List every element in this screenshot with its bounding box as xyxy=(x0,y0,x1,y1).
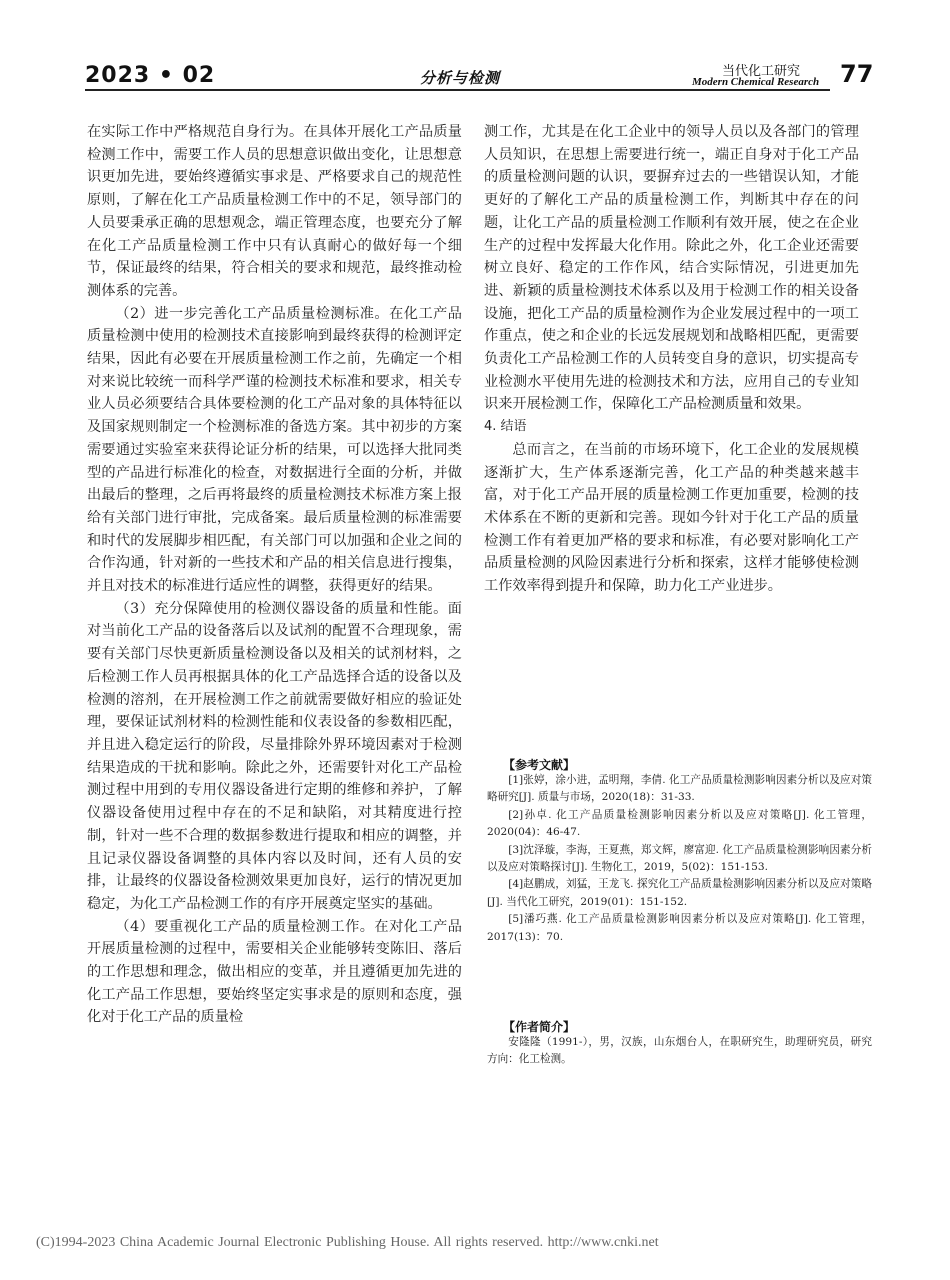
author-bio xyxy=(487,1034,872,1069)
paragraph: （2）进一步完善化工产品质量检测标准。在化工产品质量检测中使用的检测技术直接影响到最终获得的检测评定结果，因此有必要在开展质量检测工作之前，先确定一个相对来说比较统一而科学严谨的检测技术标准和要求，相关专业人员必须要结合具体要检测的化工产品对象的具体特征以及国家规则制定一个检测标准的备选方案。其中初步的方案需要通过实验室来获得论证分析的结果，可以选择大批同类型的产品进行标准化的检查，对数据进行全面的分析，并做出最后的整理，之后再将最终的质量检测技术标准方案上报给有关部门进行审批，完成备案。最后质量检测的标准需要和时代的发展脚步相匹配，有关部门可以加强和企业之间的合作沟通，针对新的一些技术和产品的相关信息进行搜集，并且对技术的标准进行适应性的调整，获得更好的结果。 xyxy=(87,305,462,595)
header-rule xyxy=(85,89,830,91)
reference-item: [4]赵鹏成，刘猛，王龙飞. 探究化工产品质量检测影响因素分析以及应对策略[J]. 当代化工研究，2019(01)：151-152. xyxy=(487,878,872,908)
paragraph: 在实际工作中严格规范自身行为。在具体开展化工产品质量检测工作中，需要工作人员的思想意识做出变化，让思想意识更加先进，要始终遵循实事求是、严格要求自己的规范性原则，了解在化工产品质量检测工作中的不足，领导部门的人员要秉承正确的思想观念，端正管理态度，也要充分了解在化工产品质量检测工作中只有认真耐心的做好每一个细节，保证最终的结果，符合相关的要求和规范，最终推动检测体系的完善。 xyxy=(87,124,462,299)
references-list xyxy=(487,772,872,946)
left-column xyxy=(87,121,462,1029)
paragraph: 测工作，尤其是在化工企业中的领导人员以及各部门的管理人员知识，在思想上需要进行统一，端正自身对于化工产品的质量检测问题的认识，要摒弃过去的一些错误认知，才能更好的了解化工产品的质量检测工作，判断其中存在的问题，让化工产品的质量检测工作顺利有效开展，使之在企业生产的过程中发挥最大化作用。除此之外，化工企业还需要树立良好、稳定的工作作风，结合实际情况，引进更加先进、新颖的质量检测技术体系以及用于检测工作的相关设备设施，把化工产品的质量检测作为企业发展过程中的一项工作重点，使之和企业的长远发展规划和战略相匹配，更需要负责化工产品检测工作的人员转变自身的意识，切实提高专业检测水平使用先进的检测技术和方法，应用自己的专业知识来开展检测工作，保障化工产品检测质量和效果。 xyxy=(484,124,859,413)
journal-title-cn: 当代化工研究 xyxy=(722,64,801,79)
reference-item: [1]张婷，涂小进，孟明翔，李倩. 化工产品质量检测影响因素分析以及应对策略研究[J]. 质量与市场，2020(18)：31-33. xyxy=(487,774,872,804)
section-label: 分析与检测 xyxy=(420,69,501,87)
paragraph: 总而言之，在当前的市场环境下，化工企业的发展规模逐渐扩大，生产体系逐渐完善，化工产品的种类越来越丰富，对于化工产品开展的质量检测工作更加重要，检测的技术体系在不断的更新和完善。现如今针对于化工产品的质量检测工作有着更加严格的要求和标准，有必要对影响化工产品质量检测的风险因素进行分析和探索，这样才能够使检测工作效率得到提升和保障，助力化工产业进步。 xyxy=(484,441,859,595)
author-title: 【作者简介】 xyxy=(503,1020,576,1034)
author-bio-text: 安隆隆（1991-），男，汉族，山东烟台人，在职研究生，助理研究员，研究方向：化工检测。 xyxy=(487,1036,872,1066)
section-heading: 4. 结语 xyxy=(484,419,527,435)
references-title: 【参考文献】 xyxy=(503,758,576,772)
page-number: 77 xyxy=(840,60,874,88)
reference-item: [3]沈泽璇，李海，王夏燕，郑文辉，廖富迎. 化工产品质量检测影响因素分析以及应对策略探讨[J]. 生物化工，2019，5(02)：151-153. xyxy=(487,843,872,874)
reference-item: [2]孙卓. 化工产品质量检测影响因素分析以及应对策略[J]. 化工管理，2020(04)：46-47. xyxy=(487,808,872,839)
paragraph: （3）充分保障使用的检测仪器设备的质量和性能。面对当前化工产品的设备落后以及试剂的配置不合理现象，需要有关部门尽快更新质量检测设备以及相关的试剂材料，之后检测工作人员再根据具体的化工产品选择合适的设备以及检测的溶剂，在开展检测工作之前就需要做好相应的验证处理，要保证试剂材料的检测性能和仪表设备的参数相匹配，并且进入稳定运行的阶段，尽量排除外界环境因素对于检测结果造成的干扰和影响。除此之外，还需要针对化工产品检测过程中用到的专用仪器设备进行定期的维修和养护，了解仪器设备使用过程中存在的不足和缺陷，对其精度进行控制，针对一些不合理的数据参数进行提取和相应的调整，并且记录仪器设备调整的具体内容以及时间，还有人员的安排，让最终的仪器设备检测效果更加良好，运行的情况更加稳定，为化工产品检测工作的有序开展奠定坚实的基础。 xyxy=(87,600,462,912)
page-header xyxy=(0,0,950,100)
issue-number: 2023 • 02 xyxy=(85,63,216,88)
copyright-footer: (C)1994-2023 China Academic Journal Electronic Publishing House. All rights reserved. http://www.cnki.net xyxy=(36,1235,659,1250)
reference-item: [5]潘巧燕. 化工产品质量检测影响因素分析以及应对策略[J]. 化工管理，2017(13)：70. xyxy=(487,913,872,943)
paragraph: （4）要重视化工产品的质量检测工作。在对化工产品开展质量检测的过程中，需要相关企业能够转变陈旧、落后的工作思想和理念，做出相应的变革，并且遵循更加先进的化工产品工作思想，要始终坚定实事求是的原则和态度，强化对于化工产品的质量检 xyxy=(87,918,462,1026)
right-column xyxy=(484,121,859,598)
journal-title-en: Modern Chemical Research xyxy=(692,76,820,88)
